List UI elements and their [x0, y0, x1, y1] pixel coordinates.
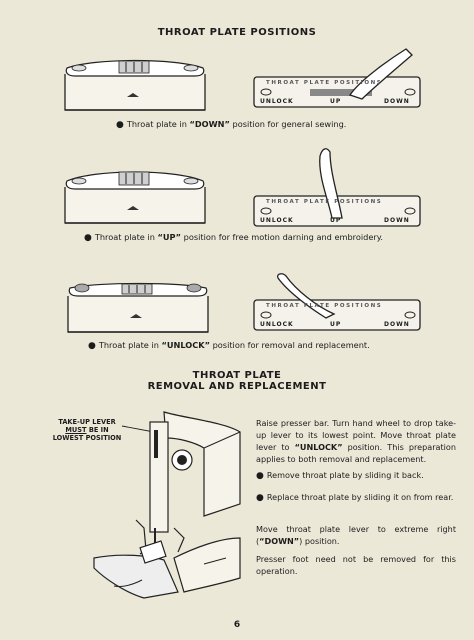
panel-label-unlock: UNLOCK — [260, 217, 294, 224]
throat-plate-illustration-down — [55, 52, 215, 118]
panel-label-up: UP — [330, 321, 342, 328]
panel-label-up: UP — [330, 98, 342, 105]
caption-up: ● Throat plate in “UP” position for free motion darning and embroidery. — [84, 232, 384, 243]
instruction-presser-foot: Presser foot need not be removed for this operation. — [256, 554, 456, 576]
instruction-remove: ● Remove throat plate by sliding it back. — [256, 470, 424, 481]
lever-panel-down — [250, 45, 426, 111]
section-title-line1: THROAT PLATE — [192, 370, 282, 381]
instruction-replace: ● Replace throat plate by sliding it on from rear. — [256, 492, 454, 503]
caption-unlock: ● Throat plate in “UNLOCK” position for removal and replacement. — [88, 340, 370, 351]
panel-label-unlock: UNLOCK — [260, 321, 294, 328]
throat-plate-illustration-up — [55, 165, 215, 231]
instruction-move-lever: Move throat plate lever to extreme right (“DOWN”) position. — [256, 524, 456, 546]
page-title: THROAT PLATE POSITIONS — [157, 27, 317, 38]
panel-label-down: DOWN — [384, 217, 410, 224]
panel-label-unlock: UNLOCK — [260, 98, 294, 105]
caption-down: ● Throat plate in “DOWN” position for general sewing. — [116, 119, 347, 130]
throat-plate-illustration-unlock — [58, 272, 218, 338]
panel-label-up: UP — [330, 217, 342, 224]
panel-title: THROAT PLATE POSITIONS — [266, 199, 383, 205]
section-title-line2: REMOVAL AND REPLACEMENT — [147, 381, 327, 392]
panel-label-down: DOWN — [384, 321, 410, 328]
panel-title: THROAT PLATE POSITIONS — [266, 303, 383, 309]
panel-label-down: DOWN — [384, 98, 410, 105]
page-number: 6 — [233, 620, 241, 630]
lever-panel-up — [250, 144, 426, 230]
lever-panel-unlock — [250, 272, 426, 334]
instruction-prepare: Raise presser bar. Turn hand wheel to drop take-up lever to its lowest point. Move throat plate lever to “UNLOCK” position. This preparation applies to both removal and replacement. — [256, 418, 456, 464]
panel-title: THROAT PLATE POSITIONS — [266, 80, 383, 86]
take-up-lever-label: TAKE-UP LEVER MUST BE IN LOWEST POSITION — [52, 418, 122, 442]
